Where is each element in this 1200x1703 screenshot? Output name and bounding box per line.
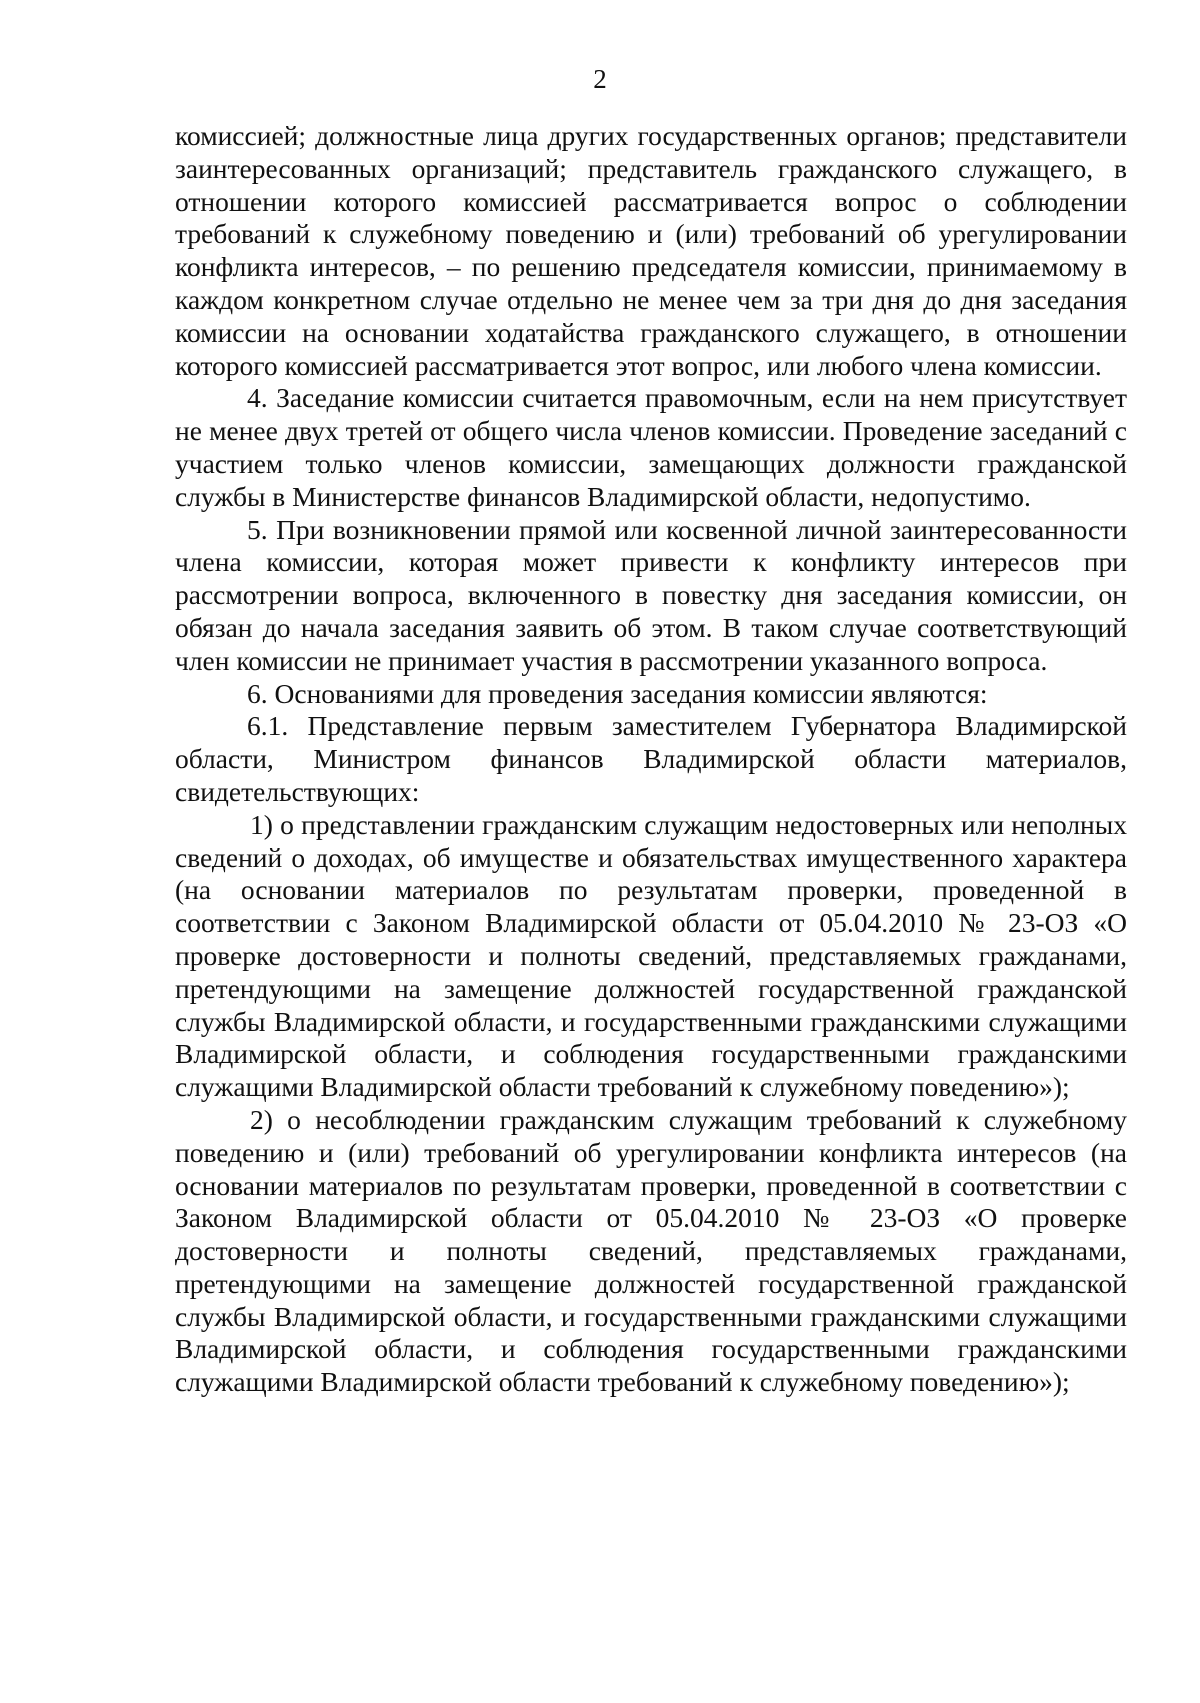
page-number: 2 — [593, 64, 607, 94]
paragraph-subitem-2: 2) о несоблюдении гражданским служащим требований к служебному поведению и (или) требований об урегулировании конфликта интересов (на основании материалов по результатам проверки, проведенной в соответствии с Законом Владимирской области от 05.04.2010 № 23-ОЗ «О проверке достоверности и полноты сведений, представляемых гражданами, претендующими на замещение должностей государственной гражданской службы Владимирской области, и государственными гражданскими служащими Владимирской области, и соблюдения государственными гражданскими служащими Владимирской области требований к служебному поведению»); — [175, 1103, 1127, 1398]
paragraph-item-5: 5. При возникновении прямой или косвенной личной заинтересованности члена комиссии, которая может привести к конфликту интересов при рассмотрении вопроса, включенного в повестку дня заседания комиссии, он обязан до начала заседания заявить об этом. В таком случае соответствующий член комиссии не принимает участия в рассмотрении указанного вопроса. — [175, 513, 1127, 676]
paragraph-item-6-1: 6.1. Представление первым заместителем Губернатора Владимирской области, Министром финансов Владимирской области материалов, свидетельствующих: — [175, 710, 1127, 807]
document-body — [175, 120, 1127, 1399]
paragraph-continuation: комиссией; должностные лица других государственных органов; представители заинтересованных организаций; представитель гражданского служащего, в отношении которого комиссией рассматривается вопрос о соблюдении требований к служебному поведению и (или) требований об урегулировании конфликта интересов, – по решению председателя комиссии, принимаемому в каждом конкретном случае отдельно не менее чем за три дня до дня заседания комиссии на основании ходатайства гражданского служащего, в отношении которого комиссией рассматривается этот вопрос, или любого члена комиссии. — [175, 120, 1127, 381]
paragraph-subitem-1: 1) о представлении гражданским служащим недостоверных или неполных сведений о доходах, об имуществе и обязательствах имущественного характера (на основании материалов по результатам проверки, проведенной в соответствии с Законом Владимирской области от 05.04.2010 № 23-ОЗ «О проверке достоверности и полноты сведений, представляемых гражданами, претендующими на замещение должностей государственной гражданской службы Владимирской области, и государственными гражданскими служащими Владимирской области, и соблюдения государственными гражданскими служащими Владимирской области требований к служебному поведению»); — [175, 808, 1127, 1103]
paragraph-item-6: 6. Основаниями для проведения заседания комиссии являются: — [247, 677, 988, 709]
paragraph-item-4: 4. Заседание комиссии считается правомочным, если на нем присутствует не менее двух третей от общего числа членов комиссии. Проведение заседаний с участием только членов комиссии, замещающих должности гражданской службы в Министерстве финансов Владимирской области, недопустимо. — [175, 382, 1127, 512]
